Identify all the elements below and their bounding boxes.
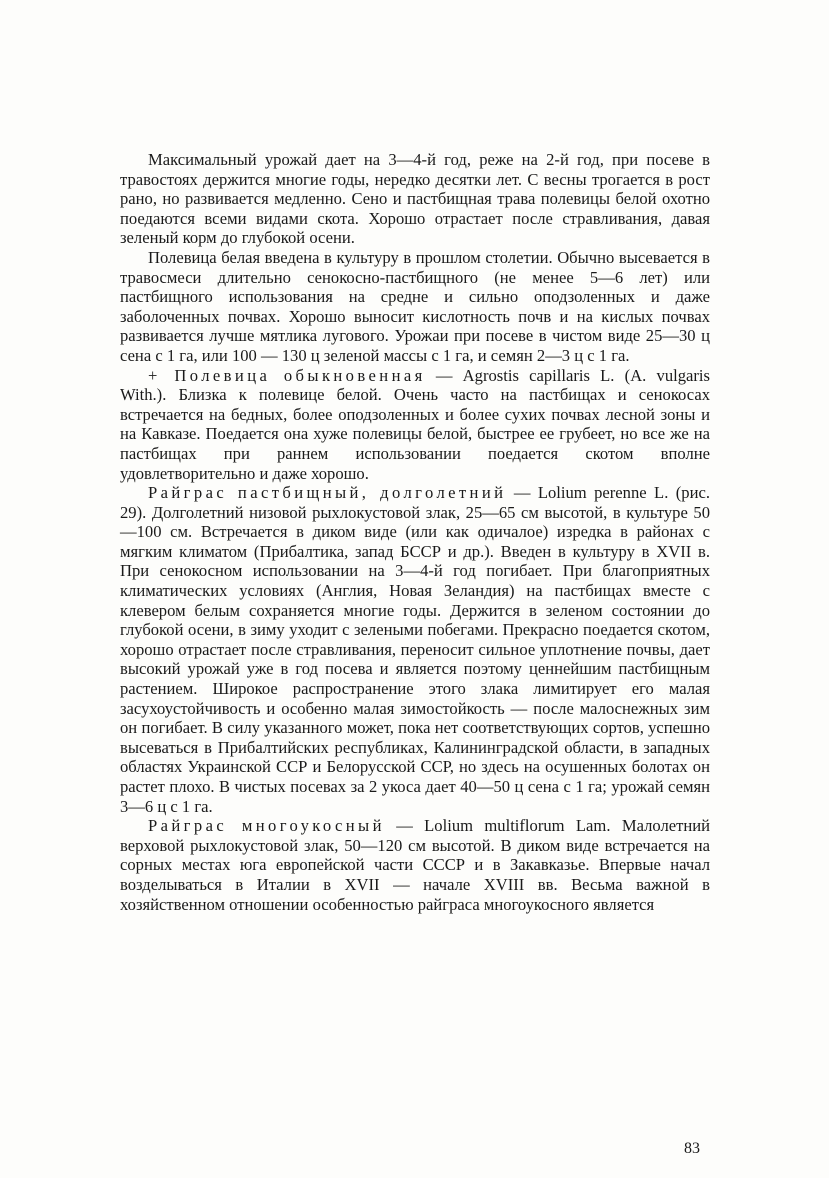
paragraph-body: Максимальный урожай дает на 3—4-й год, реже на 2-й год, при посеве в травостоях держится многие годы, нередко десятки лет. С весны трогается в рост рано, но развивается медленно. Сено и пастбищная трава полевицы белой охотно поедаются всеми видами скота. Хорошо отрастает после стравливания, давая зеленый корм до глубокой осени. [120,150,710,248]
paragraph-lolium-multiflorum [120,816,710,914]
paragraph-body: — Agrostis capillaris L. (A. vulgaris With.). Близка к полевице белой. Очень часто на пастбищах и сенокосах встречается на бедных, более оподзоленных и более сухих почвах лесной зоны и на Кавказе. Поедается она хуже полевицы белой, быстрее ее грубеет, но все же на пастбищах при раннем использовании поедается скотом вполне удовлетворительно и даже хорошо. [120,365,710,483]
page-number: 83 [684,1140,700,1157]
paragraph-agrostis-capillaris [120,366,710,484]
paragraph-lolium-perenne [120,483,710,816]
paragraph-culture [120,248,710,366]
species-heading: Райграс многоукосный [148,816,385,836]
paragraph-body: — Lolium multiflorum Lam. Малолетний верховой рыхлокустовой злак, 50—120 см высотой. В диком виде встречается на сорных местах юга европейской части СССР и в Закавказье. Впервые начал возделываться в Италии в XVII — начале XVIII вв. Весьма важной в хозяйственном отношении особенностью райграса многоукосного является [120,816,710,914]
paragraph-yield [120,150,710,248]
paragraph-body: — Lolium perenne L. (рис. 29). Долголетний низовой рыхлокустовой злак, 25—65 см высотой, в культуре 50—100 см. Встречается в диком виде (или как одичалое) изредка в районах с мягким климатом (Прибалтика, запад БССР и др.). Введен в культуру в XVII в. При сенокосном использовании на 3—4-й год погибает. При благоприятных климатических условиях (Англия, Новая Зеландия) на пастбищах вместе с клевером белым сохраняется многие годы. Держится в зеленом состоянии до глубокой осени, в зиму уходит с зелеными побегами. Прекрасно поедается скотом, хорошо отрастает после стравливания, переносит сильное уплотнение почвы, дает высокий урожай уже в год посева и является поэтому ценнейшим пастбищным растением. Широкое распространение этого злака лимитирует его малая засухоустойчивость и особенно малая зимостойкость — после малоснежных зим он погибает. В силу указанного может, пока нет соответствующих сортов, успешно высеваться в Прибалтийских республиках, Калининградской области, в западных областях Украинской ССР и Белорусской ССР, но здесь на осушенных болотах он растет плохо. В чистых посевах за 2 укоса дает 40—50 ц сена с 1 га; урожай семян 3—6 ц с 1 га. [120,483,710,816]
paragraph-body: Полевица белая введена в культуру в прошлом столетии. Обычно высевается в травосмеси длительно сенокосно-пастбищного (не менее 5—6 лет) или пастбищного использования на средне и сильно оподзоленных и даже заболоченных почвах. Хорошо выносит кислотность почв и на кислых почвах развивается лучше мятлика лугового. Урожаи при посеве в чистом виде 25—30 ц сена с 1 га, или 100 — 130 ц зеленой массы с 1 га, и семян 2—3 ц с 1 га. [120,247,710,365]
body-text [120,150,710,914]
species-heading: Райграс пастбищный, долголетний [148,483,507,503]
species-heading: + Полевица обыкновенная [148,365,426,385]
